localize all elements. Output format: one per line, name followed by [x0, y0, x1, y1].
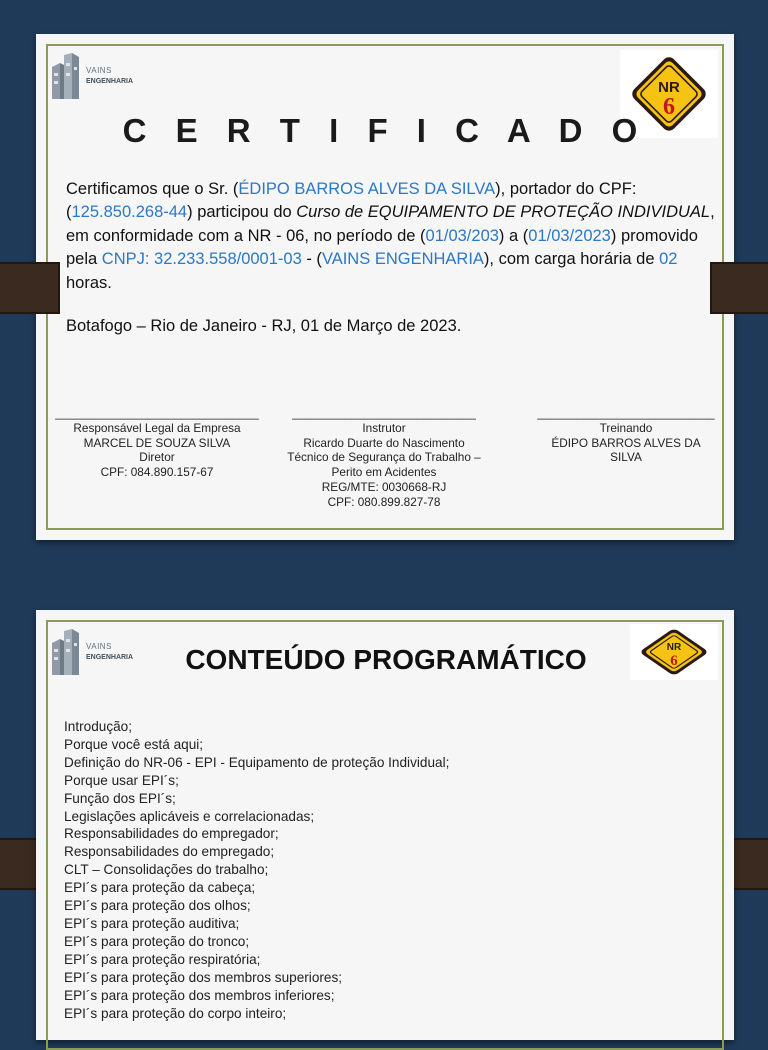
certificate-text-segment: CNPJ: 32.233.558/0001-03	[101, 250, 302, 269]
certificate-text-segment: Curso de EQUIPAMENTO DE PROTEÇÃO INDIVIDUAL	[296, 203, 711, 222]
certificate-text-segment: 02	[659, 250, 678, 269]
certificate-text-segment: Certificamos que o Sr. (	[66, 180, 239, 198]
certificate-text-segment: ÉDIPO BARROS ALVES DA SILVA	[238, 180, 496, 198]
program-topic-item: EPI´s para proteção dos olhos;	[64, 898, 251, 914]
certificate-slide	[36, 34, 734, 540]
binder-clip-left	[0, 262, 60, 314]
logo-line2: ENGENHARIA	[86, 654, 134, 661]
signature-line: _______________________________	[55, 406, 259, 420]
program-title: CONTEÚDO PROGRAMÁTICO	[185, 644, 587, 675]
building-icon	[50, 629, 80, 675]
signature-text: Responsável Legal da Empresa	[73, 420, 241, 435]
certificate-text-segment: , em conformidade com a NR - 06, no período de (	[66, 203, 715, 245]
certificate-text-segment: ) promovido pela	[66, 226, 698, 269]
certificate-body	[66, 178, 716, 295]
program-topic-item: Definição do NR-06 - EPI - Equipamento de proteção Individual;	[64, 754, 450, 770]
place-date: Botafogo – Rio de Janeiro - RJ, 01 de Março de 2023.	[66, 317, 462, 335]
program-topic-item: EPI´s para proteção do tronco;	[64, 933, 250, 949]
company-logo	[50, 624, 142, 680]
signature-text: CPF: 080.899.827-78	[327, 494, 441, 509]
certificate-text-segment: ) participou do	[187, 203, 297, 222]
svg-text:NR: NR	[658, 79, 680, 96]
certificate-title: C E R T I F I C A D O	[122, 112, 648, 149]
program-topic-item: CLT – Consolidações do trabalho;	[64, 862, 269, 878]
signature-line: ___________________________	[537, 406, 715, 420]
signature-text: Perito em Acidentes	[331, 465, 437, 480]
program-topic-item: Legislações aplicáveis e correlacionadas;	[64, 808, 315, 824]
program-topic-item: Função dos EPI´s;	[64, 790, 176, 806]
certificate-text-segment: - (	[301, 250, 322, 269]
program-topic-item: EPI´s para proteção dos membros inferiores;	[64, 987, 335, 1003]
svg-text:6: 6	[670, 653, 678, 669]
program-topic-item: EPI´s para proteção do corpo inteiro;	[64, 1005, 287, 1021]
certificate-text-segment: ), portador do CPF: (	[66, 180, 637, 222]
signature-text: Diretor	[139, 450, 175, 465]
logo-line1: VAINS	[86, 642, 112, 651]
signature-trainee	[526, 406, 726, 465]
nr6-badge	[630, 624, 718, 680]
program-topic-item: EPI´s para proteção respiratória;	[64, 951, 261, 967]
certificate-text-segment: ) a (	[498, 226, 529, 245]
program-topic-list	[64, 718, 449, 1022]
certificate-text-segment: 01/03/2023	[528, 226, 611, 245]
signature-instructor	[264, 406, 504, 510]
certificate-text-segment: 125.850.268-44	[71, 203, 188, 222]
program-topic-item: EPI´s para proteção dos membros superiores;	[64, 969, 343, 985]
program-topic-item: Responsabilidades do empregador;	[64, 826, 279, 842]
program-topic-item: Porque você está aqui;	[64, 736, 204, 752]
company-logo	[50, 48, 142, 104]
signature-text: SILVA	[610, 450, 642, 465]
program-topic-item: Introdução;	[64, 719, 133, 734]
signature-text: MARCEL DE SOUZA SILVA	[83, 435, 231, 450]
svg-text:6: 6	[663, 94, 675, 120]
program-topic-item: Responsabilidades do empregado;	[64, 844, 275, 860]
signature-text: CPF: 084.890.157-67	[100, 465, 214, 480]
signature-text: Ricardo Duarte do Nascimento	[303, 435, 465, 450]
program-topic-item: Porque usar EPI´s;	[64, 772, 179, 788]
signature-text: REG/MTE: 0030668-RJ	[321, 479, 447, 494]
signature-line: ____________________________	[292, 406, 476, 420]
signature-text: ÉDIPO BARROS ALVES DA	[551, 435, 701, 450]
signature-company	[52, 406, 262, 480]
signature-text: Treinando	[599, 420, 653, 435]
certificate-text-segment: ), com carga horária de	[483, 250, 660, 269]
svg-text:NR: NR	[666, 642, 682, 653]
signature-text: Instrutor	[362, 420, 406, 435]
certificate-text-segment: horas.	[66, 273, 112, 292]
nr6-icon	[630, 624, 718, 680]
program-slide	[36, 610, 734, 1040]
logo-line1: VAINS	[86, 66, 112, 75]
certificate-text-segment: VAINS ENGENHARIA	[321, 250, 484, 269]
program-topic-item: EPI´s para proteção auditiva;	[64, 915, 240, 931]
logo-line2: ENGENHARIA	[86, 78, 134, 85]
certificate-text-segment: 01/03/203	[425, 226, 499, 245]
binder-clip-right	[710, 262, 768, 314]
building-icon	[50, 53, 80, 99]
signature-text: Técnico de Segurança do Trabalho –	[287, 450, 481, 465]
program-topic-item: EPI´s para proteção da cabeça;	[64, 880, 256, 896]
